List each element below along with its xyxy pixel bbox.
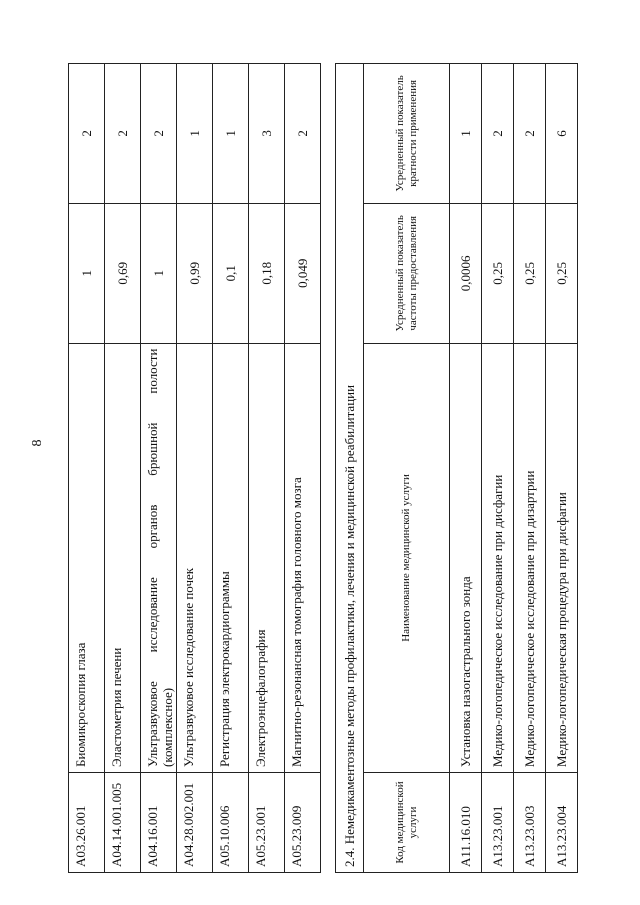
service-name: Установка назогастрального зонда <box>450 343 482 772</box>
service-code: A11.16.010 <box>450 773 482 873</box>
header-name: Наименование медицинской услуги <box>364 343 450 772</box>
service-code: A05.10.006 <box>213 773 249 873</box>
header-row <box>364 64 450 873</box>
multiplicity-value: 6 <box>546 64 578 204</box>
table-row <box>69 64 105 873</box>
service-name: Медико-логопедическая процедура при дисфагии <box>546 343 578 772</box>
service-name <box>141 343 177 772</box>
service-name: Медико-логопедическое исследование при дисфагии <box>482 343 514 772</box>
service-code: A13.23.004 <box>546 773 578 873</box>
table-row <box>546 64 578 873</box>
service-code: A04.28.002.001 <box>177 773 213 873</box>
frequency-value: 0,18 <box>249 203 285 343</box>
table-row <box>249 64 285 873</box>
frequency-value: 0,69 <box>105 203 141 343</box>
service-code: A04.14.001.005 <box>105 773 141 873</box>
service-name: Биомикроскопия глаза <box>69 343 105 772</box>
frequency-value: 0,25 <box>482 203 514 343</box>
table-row <box>450 64 482 873</box>
service-code: A05.23.001 <box>249 773 285 873</box>
table-row <box>141 64 177 873</box>
rotated-page <box>0 60 640 885</box>
services-table-2 <box>335 63 578 873</box>
frequency-value: 0,25 <box>514 203 546 343</box>
multiplicity-value: 2 <box>105 64 141 204</box>
service-code: A03.26.001 <box>69 773 105 873</box>
service-name-line-1: Ультразвуковое исследование органов брюшной полости <box>145 348 160 768</box>
frequency-value: 0,049 <box>285 203 321 343</box>
table-row <box>514 64 546 873</box>
multiplicity-value: 1 <box>213 64 249 204</box>
table-row <box>285 64 321 873</box>
multiplicity-value: 3 <box>249 64 285 204</box>
service-name: Магнитно-резонансная томография головного мозга <box>285 343 321 772</box>
multiplicity-value: 2 <box>141 64 177 204</box>
multiplicity-value: 2 <box>514 64 546 204</box>
multiplicity-value: 2 <box>69 64 105 204</box>
table-row <box>177 64 213 873</box>
service-name: Медико-логопедическое исследование при дизартрии <box>514 343 546 772</box>
service-name: Эластометрия печени <box>105 343 141 772</box>
section-row <box>336 64 364 873</box>
table-row <box>105 64 141 873</box>
service-code: A13.23.001 <box>482 773 514 873</box>
section-title: 2.4. Немедикаментозные методы профилактики, лечения и медицинской реабилитации <box>336 64 364 873</box>
services-table-1 <box>68 63 321 873</box>
frequency-value: 1 <box>141 203 177 343</box>
service-name: Электроэнцефалография <box>249 343 285 772</box>
table-row <box>213 64 249 873</box>
multiplicity-value: 2 <box>482 64 514 204</box>
multiplicity-value: 1 <box>450 64 482 204</box>
frequency-value: 0,1 <box>213 203 249 343</box>
header-frequency: Усредненный показатель частоты предоставления <box>364 203 450 343</box>
multiplicity-value: 2 <box>285 64 321 204</box>
frequency-value: 1 <box>69 203 105 343</box>
header-multiplicity: Усредненный показатель кратности применения <box>364 64 450 204</box>
service-code: A04.16.001 <box>141 773 177 873</box>
page-number: 8 <box>30 439 45 447</box>
service-name-line-2: (комплексное) <box>160 687 175 768</box>
header-code: Код медицинской услуги <box>364 773 450 873</box>
table-row <box>482 64 514 873</box>
service-name: Регистрация электрокардиограммы <box>213 343 249 772</box>
service-code: A05.23.009 <box>285 773 321 873</box>
multiplicity-value: 1 <box>177 64 213 204</box>
frequency-value: 0,0006 <box>450 203 482 343</box>
frequency-value: 0,25 <box>546 203 578 343</box>
service-code: A13.23.003 <box>514 773 546 873</box>
service-name: Ультразвуковое исследование почек <box>177 343 213 772</box>
frequency-value: 0,99 <box>177 203 213 343</box>
